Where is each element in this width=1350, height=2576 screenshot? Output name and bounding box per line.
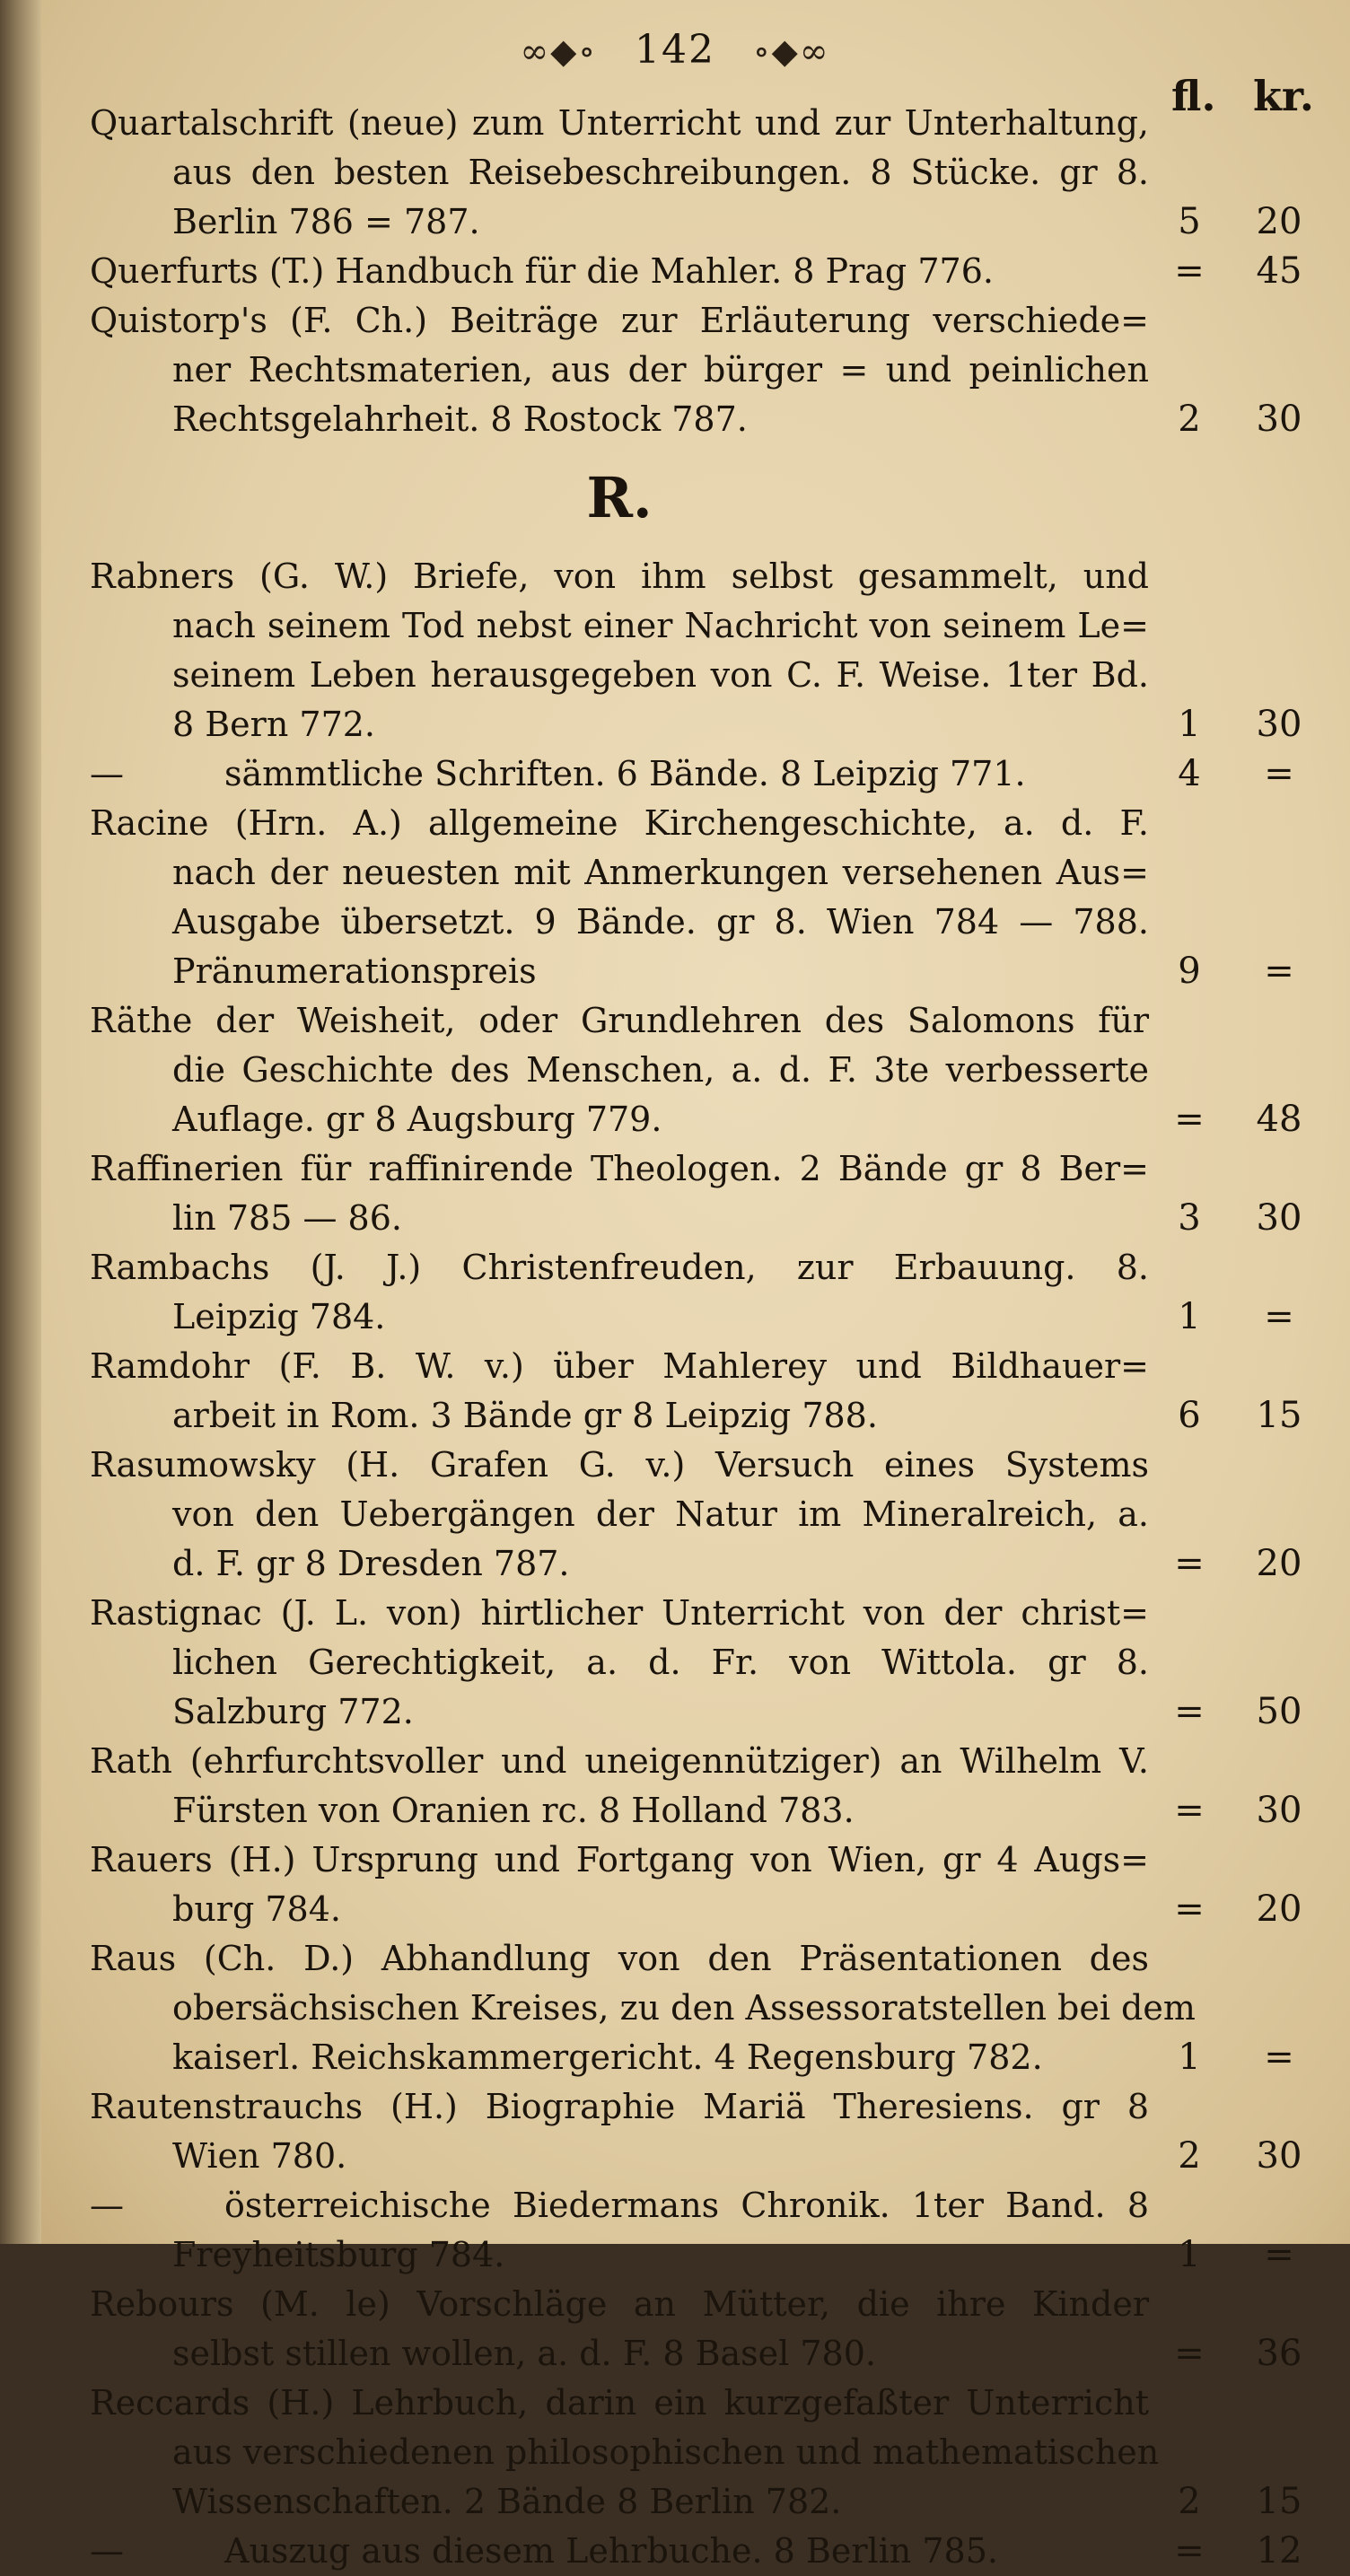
entry-line: ner Rechtsmaterien, aus der bürger = und peinlichen [172,350,1149,390]
price-florin: = [1174,2530,1205,2572]
entry-text: österreichische Biedermans Chronik. 1ter Band. 8 [224,2186,1149,2225]
price-florin: = [1174,1691,1205,1732]
price-florin: 9 [1178,951,1201,992]
entry-line: obersächsischen Kreises, zu den Assessoratstellen bei dem [172,1988,1196,2028]
catalogue-entry [90,1589,1337,1737]
price-cell [1158,1292,1337,1342]
catalogue-entry [90,1441,1337,1589]
entry-line: Auflage. gr 8 Augsburg 779. [172,1100,662,1139]
catalogue-entry [90,996,1337,1144]
catalogue-entry [90,2527,1337,2576]
entry-line: Rastignac (J. L. von) hirtlicher Unterricht von der christ= [90,1593,1149,1633]
price-kreuzer: = [1264,2234,1294,2275]
price-florin: 1 [1178,2037,1201,2078]
entry-line: Ausgabe übersetzt. 9 Bände. gr 8. Wien 784 — 788. [172,902,1149,942]
catalogue-entry [90,247,1337,296]
price-florin: 1 [1178,704,1201,745]
catalogue-entry [90,1934,1337,2082]
price-florin: = [1174,1888,1205,1930]
catalogue-entry [90,749,1337,799]
price-florin: 2 [1178,399,1201,440]
entry-line: Raus (Ch. D.) Abhandlung von den Präsentationen des [90,1939,1149,1978]
entry-line: Pränumerationspreis [172,951,537,991]
entry-line: kaiserl. Reichskammergericht. 4 Regensburg 782. [172,2037,1043,2077]
price-cell [1158,1095,1337,1144]
price-cell [1158,2527,1337,2576]
entry-line: Reccards (H.) Lehrbuch, darin ein kurzgefaßter Unterricht [90,2383,1149,2423]
price-cell [1158,2033,1337,2082]
price-kreuzer: 50 [1256,1691,1302,1732]
entry-line: aus den besten Reisebeschreibungen. 8 Stücke. gr 8. [172,153,1149,192]
catalogue-entry [90,2379,1337,2527]
catalogue-entry [90,2181,1337,2280]
entry-line: nach der neuesten mit Anmerkungen versehenen Aus= [172,853,1149,892]
price-kreuzer: 48 [1256,1099,1302,1140]
page-number: 142 [635,27,715,73]
catalogue-entry [90,2280,1337,2379]
entry-line: selbst stillen wollen, a. d. F. 8 Basel 780. [172,2334,876,2373]
price-kreuzer: 20 [1256,1543,1302,1584]
price-florin: = [1174,1543,1205,1584]
catalogue-entries [90,99,1337,2576]
price-cell [1158,197,1337,247]
entry-line: Wien 780. [172,2136,347,2176]
entry-text: Auszug aus diesem Lehrbuche. 8 Berlin 785. [224,2531,998,2571]
price-cell [1158,1687,1337,1737]
price-cell [1158,1885,1337,1934]
section-letter: R. [586,465,653,530]
price-kreuzer: = [1264,951,1294,992]
price-florin: 2 [1178,2481,1201,2522]
price-florin: 4 [1178,753,1201,794]
price-kreuzer: 30 [1256,1197,1302,1239]
price-cell [1158,247,1337,296]
price-cell [1158,947,1337,996]
entry-line: Quartalschrift (neue) zum Unterricht und zur Unterhaltung, [90,103,1149,143]
ornament-right: ∘◆∞ [752,31,830,71]
price-florin: = [1174,250,1205,292]
price-florin: 2 [1178,2135,1201,2177]
entry-line: Rebours (M. le) Vorschläge an Mütter, die ihre Kinder [90,2284,1149,2324]
entry-line [90,2527,1149,2576]
column-head-florin: fl. [1171,72,1216,120]
entry-line: Rechtsgelahrheit. 8 Rostock 787. [172,399,748,439]
price-cell [1158,2477,1337,2527]
entry-line: d. F. gr 8 Dresden 787. [172,1544,570,1583]
catalogue-entry [90,99,1337,247]
entry-line: lin 785 — 86. [172,1198,402,1238]
page-header [0,27,1350,73]
entry-line: Quistorp's (F. Ch.) Beiträge zur Erläuterung verschiede= [90,301,1149,340]
entry-line: seinem Leben herausgegeben von C. F. Weise. 1ter Bd. [172,655,1149,695]
price-florin: = [1174,2333,1205,2374]
catalogue-entry [90,1342,1337,1441]
price-florin: 1 [1178,2234,1201,2275]
price-florin: 1 [1178,1296,1201,1337]
book-spine-shadow [0,0,41,2244]
entry-line: aus verschiedenen philosophischen und mathematischen [172,2432,1160,2472]
entry-line: Fürsten von Oranien rc. 8 Holland 783. [172,1791,855,1830]
price-kreuzer: 15 [1256,2481,1302,2522]
ditto-dash: — [90,2186,124,2225]
entry-line: Ramdohr (F. B. W. v.) über Mahlerey und Bildhauer= [90,1346,1149,1386]
entry-line: Salzburg 772. [172,1692,414,1731]
price-kreuzer: 30 [1256,2135,1302,2177]
column-head-kreuzer: kr. [1253,72,1314,120]
catalogue-entry [90,1144,1337,1243]
price-florin: 3 [1178,1197,1201,1239]
price-cell [1158,700,1337,749]
ditto-dash: — [90,2531,124,2571]
price-florin: = [1174,1099,1205,1140]
price-florin: 5 [1178,201,1201,242]
entry-line: Freyheitsburg 784. [172,2235,505,2274]
catalogue-entry [90,2082,1337,2181]
price-cell [1158,2329,1337,2379]
catalogue-entry [90,552,1337,749]
price-kreuzer: 20 [1256,1888,1302,1930]
entry-line: nach seinem Tod nebst einer Nachricht von seinem Le= [172,606,1149,645]
entry-line: Rautenstrauchs (H.) Biographie Mariä Theresiens. gr 8 [90,2087,1149,2126]
entry-line: Racine (Hrn. A.) allgemeine Kirchengeschichte, a. d. F. [90,803,1149,843]
entry-line: die Geschichte des Menschen, a. d. F. 3te verbesserte [172,1050,1149,1090]
price-cell [1158,1539,1337,1589]
entry-line [90,2181,1149,2230]
catalogue-entry [90,1243,1337,1342]
entry-line [90,749,1149,799]
entry-line: Querfurts (T.) Handbuch für die Mahler. 8 Prag 776. [90,251,994,291]
entry-line: Rabners (G. W.) Briefe, von ihm selbst gesammelt, und [90,556,1149,596]
price-kreuzer: = [1264,2037,1294,2078]
entry-line: Rambachs (J. J.) Christenfreuden, zur Erbauung. 8. [90,1248,1149,1287]
ditto-dash: — [90,754,124,793]
price-kreuzer: = [1264,753,1294,794]
catalogue-entry [90,799,1337,996]
entry-line: 8 Bern 772. [172,705,375,744]
price-kreuzer: 45 [1256,250,1302,292]
entry-line: Leipzig 784. [172,1297,386,1336]
price-cell [1158,2132,1337,2181]
ornament-left: ∞◆∘ [520,31,597,71]
price-cell [1158,1786,1337,1836]
catalogue-entry [90,296,1337,444]
entry-line: Berlin 786 = 787. [172,202,480,241]
entry-line: lichen Gerechtigkeit, a. d. Fr. von Wittola. gr 8. [172,1643,1149,1682]
catalogue-entry [90,1737,1337,1836]
price-kreuzer: 12 [1256,2530,1302,2572]
price-cell [1158,1194,1337,1243]
price-cell [1158,2230,1337,2280]
entry-text: sämmtliche Schriften. 6 Bände. 8 Leipzig 771. [224,754,1026,793]
entry-line: von den Uebergängen der Natur im Mineralreich, a. [172,1494,1149,1534]
entry-line: arbeit in Rom. 3 Bände gr 8 Leipzig 788. [172,1396,878,1435]
price-kreuzer: 20 [1256,201,1302,242]
price-florin: 6 [1178,1395,1201,1436]
price-cell [1158,1391,1337,1441]
price-florin: = [1174,1790,1205,1831]
entry-line: burg 784. [172,1889,341,1929]
price-kreuzer: 30 [1256,1790,1302,1831]
entry-line: Rasumowsky (H. Grafen G. v.) Versuch eines Systems [90,1445,1149,1485]
entry-line: Räthe der Weisheit, oder Grundlehren des Salomons für [90,1001,1149,1040]
entry-line: Rauers (H.) Ursprung und Fortgang von Wien, gr 4 Augs= [90,1840,1149,1879]
catalogue-entry [90,1836,1337,1934]
price-kreuzer: = [1264,1296,1294,1337]
price-cell [1158,395,1337,444]
price-kreuzer: 36 [1256,2333,1302,2374]
entry-line: Rath (ehrfurchtsvoller und uneigennütziger) an Wilhelm V. [90,1741,1149,1781]
price-kreuzer: 30 [1256,704,1302,745]
price-cell [1158,749,1337,799]
price-kreuzer: 30 [1256,399,1302,440]
price-kreuzer: 15 [1256,1395,1302,1436]
entry-line: Raffinerien für raffinirende Theologen. 2 Bände gr 8 Ber= [90,1149,1149,1188]
entry-line: Wissenschaften. 2 Bände 8 Berlin 782. [172,2482,842,2521]
